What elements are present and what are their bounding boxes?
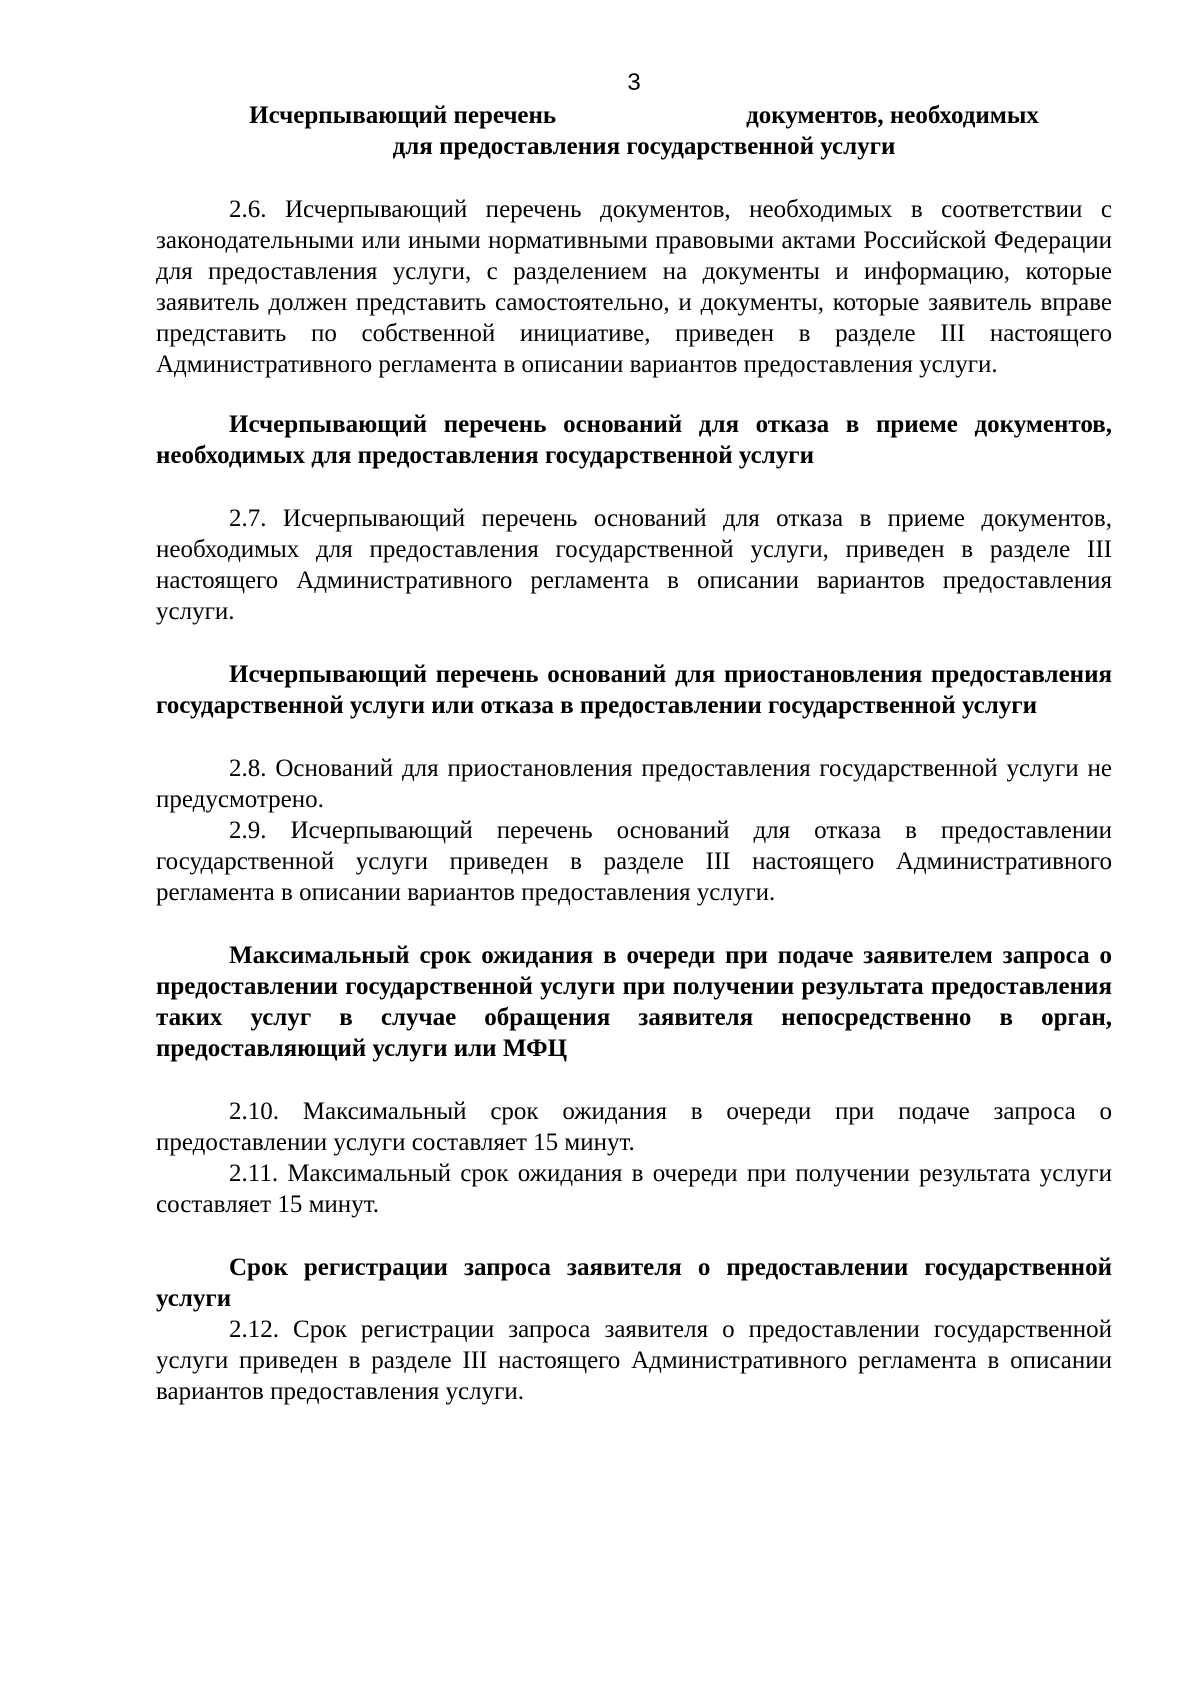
page-number: 3 — [627, 69, 641, 96]
section-heading-registration: Срок регистрации запроса заявителя о предоставлении государственной услуги — [156, 1254, 1112, 1312]
section-heading-refusal-reception: Исчерпывающий перечень оснований для отказа в приеме документов, необходимых для предоставления государственной услуги — [156, 411, 1112, 469]
paragraph-2-10: 2.10. Максимальный срок ожидания в очереди при подаче запроса о предоставлении услуги составляет 15 минут. — [156, 1098, 1112, 1156]
paragraph-2-8: 2.8. Оснований для приостановления предоставления государственной услуги не предусмотрено. — [156, 755, 1112, 813]
paragraph-2-12: 2.12. Срок регистрации запроса заявителя о предоставлении государственной услуги приведен в разделе III настоящего Административного регламента в описании вариантов предоставления услуги. — [156, 1316, 1112, 1405]
heading-part-2: документов, необходимых — [746, 102, 1039, 129]
heading-part-1: Исчерпывающий перечень — [249, 102, 557, 129]
paragraph-2-7: 2.7. Исчерпывающий перечень оснований для отказа в приеме документов, необходимых для предоставления государственной услуги, приведен в разделе III настоящего Административного регламента в описании вариантов предоставления услуги. — [156, 505, 1112, 625]
heading-line-2: для предоставления государственной услуги — [392, 133, 896, 160]
paragraph-2-9: 2.9. Исчерпывающий перечень оснований для отказа в предоставлении государственной услуги приведен в разделе III настоящего Административного регламента в описании вариантов предоставления услуги. — [156, 817, 1112, 906]
document-body — [156, 100, 1112, 1407]
section-heading-suspension: Исчерпывающий перечень оснований для приостановления предоставления государственной услуги или отказа в предоставлении государственной услуги — [156, 661, 1112, 719]
section-heading-queue-time: Максимальный срок ожидания в очереди при подаче заявителем запроса о предоставлении государственной услуги при получении результата предоставления таких услуг в случае обращения заявителя непосредственно в орган, предоставляющий услуги или МФЦ — [156, 942, 1112, 1062]
paragraph-2-6: 2.6. Исчерпывающий перечень документов, необходимых в соответствии с законодательными или иными нормативными правовыми актами Российской Федерации для предоставления услуги, с разделением на документы и информацию, которые заявитель должен представить самостоятельно, и документы, которые заявитель вправе представить по собственной инициативе, приведен в разделе III настоящего Административного регламента в описании вариантов предоставления услуги. — [156, 196, 1112, 378]
section-heading-documents — [156, 100, 1112, 162]
paragraph-2-11: 2.11. Максимальный срок ожидания в очереди при получении результата услуги составляет 15 минут. — [156, 1160, 1112, 1218]
